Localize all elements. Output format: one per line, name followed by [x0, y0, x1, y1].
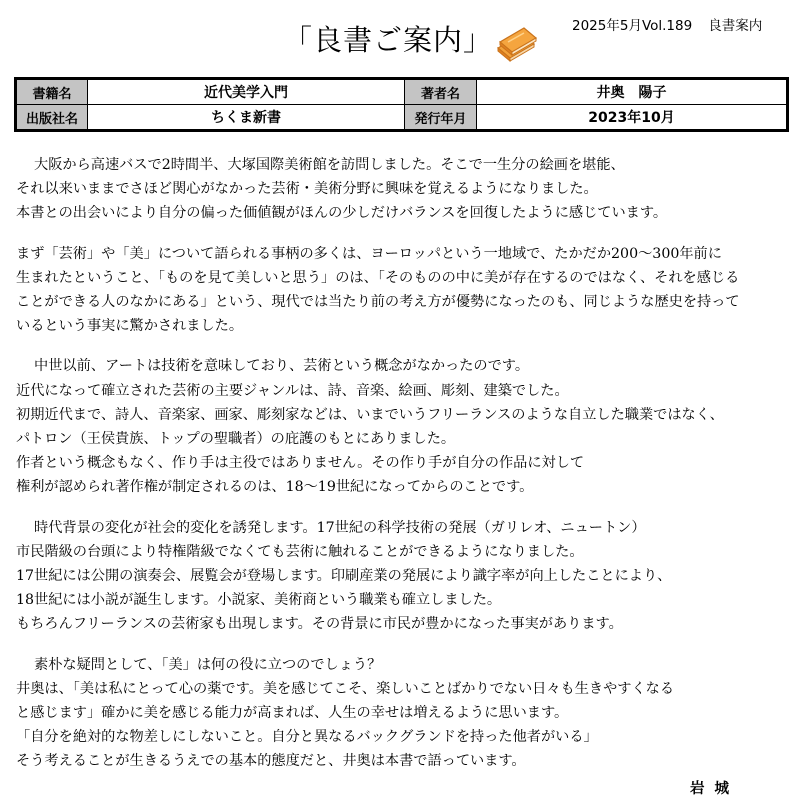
text-line: 素朴な疑問として、「美」は何の役に立つのでしょう？: [34, 656, 382, 673]
text-line: もちろんフリーランスの芸術家も出現します。その背景に市民が豊かになった事実があります。: [16, 616, 623, 633]
text-line: 17世紀には公開の演奏会、展覧会が登場します。印刷産業の発展により識字率が向上したことにより、: [16, 568, 672, 585]
text-line: 「自分を絶対的な物差しにしないこと。自分と異なるバックグランドを持った他者がいる」: [16, 729, 598, 746]
page-header: [0, 0, 799, 72]
author-value: 井奥 陽子: [477, 79, 788, 105]
text-line: パトロン（王侯貴族、トップの聖職者）の庇護のもとにありました。: [16, 431, 456, 448]
page-title: 「良書ご案内」: [283, 23, 494, 57]
publish-date-label: 発行年月: [405, 105, 477, 131]
text-line: 権利が認められ著作権が制定されるのは、18～19世紀になってからのことです。: [16, 479, 534, 496]
issue-date: 2025年5月Vol.189: [572, 18, 693, 34]
paragraph: [16, 153, 788, 226]
text-line: 時代背景の変化が社会的変化を誘発します。17世紀の科学技術の発展（ガリレオ、ニュートン）: [34, 519, 646, 536]
book-title-value: 近代美学入門: [88, 79, 405, 105]
text-line: 初期近代まで、詩人、音楽家、画家、彫刻家などは、いまでいうフリーランスのような自立した職業ではなく、: [16, 406, 724, 423]
book-title-label: 書籍名: [16, 79, 88, 105]
author-signature: 岩城: [690, 780, 739, 797]
issue-info: [572, 14, 762, 34]
publisher-label: 出版社名: [16, 105, 88, 131]
book-info-row: [16, 79, 788, 105]
review-body: [16, 153, 788, 790]
paragraph: [16, 242, 788, 339]
paragraph: [16, 653, 788, 774]
publisher-value: ちくま新書: [88, 105, 405, 131]
book-info-table: [14, 77, 789, 132]
book-info-row: [16, 105, 788, 131]
text-line: 本書との出会いにより自分の偏った価値観がほんの少しだけバランスを回復したように感じています。: [16, 205, 668, 222]
text-line: と感じます」確かに美を感じる能力が高まれば、人生の幸せは増えるように思います。: [16, 705, 569, 722]
text-line: ことができる人のなかにある」という、現代では当たり前の考え方が優勢になったのも、同じような歴史を持って: [16, 294, 740, 311]
text-line: 市民階級の台頭により特権階級でなくても芸術に触れることができるようになりました。: [16, 543, 584, 560]
issue-series: 良書案内: [708, 18, 763, 34]
text-line: 18世紀には小説が誕生します。小説家、美術商という職業も確立しました。: [16, 592, 502, 609]
text-line: 生まれたということ、「ものを見て美しいと思う」のは、「そのものの中に美が存在するのではなく、それを感じる: [16, 269, 740, 286]
text-line: 中世以前、アートは技術を意味しており、芸術という概念がなかったのです。: [34, 358, 530, 375]
text-line: 井奥は、「美は私にとって心の薬です。美を感じてこそ、楽しいことばかりでない日々も生きやすくなる: [16, 680, 675, 697]
paragraph: [16, 354, 788, 499]
paragraph: [16, 516, 788, 637]
text-line: いるという事実に驚かされました。: [16, 318, 244, 335]
text-line: 作者という概念もなく、作り手は主役ではありません。その作り手が自分の作品に対して: [16, 455, 585, 472]
text-line: それ以来いままでさほど関心がなかった芸術・美術分野に興味を覚えるようになりました。: [16, 181, 598, 198]
text-line: 近代になって確立された芸術の主要ジャンルは、詩、音楽、絵画、彫刻、建築でした。: [16, 382, 569, 399]
text-line: 大阪から高速バスで2時間半、大塚国際美術館を訪問しました。そこで一生分の絵画を堪能、: [34, 157, 625, 173]
publish-date-value: 2023年10月: [477, 105, 788, 131]
book-icon: [494, 22, 538, 62]
text-line: まず「芸術」や「美」について語られる事柄の多くは、ヨーロッパという一地域で、たかだか200～300年前に: [16, 245, 722, 262]
author-label: 著者名: [405, 79, 477, 105]
text-line: そう考えることが生きるうえでの基本的態度だと、井奥は本書で語っています。: [16, 753, 526, 770]
